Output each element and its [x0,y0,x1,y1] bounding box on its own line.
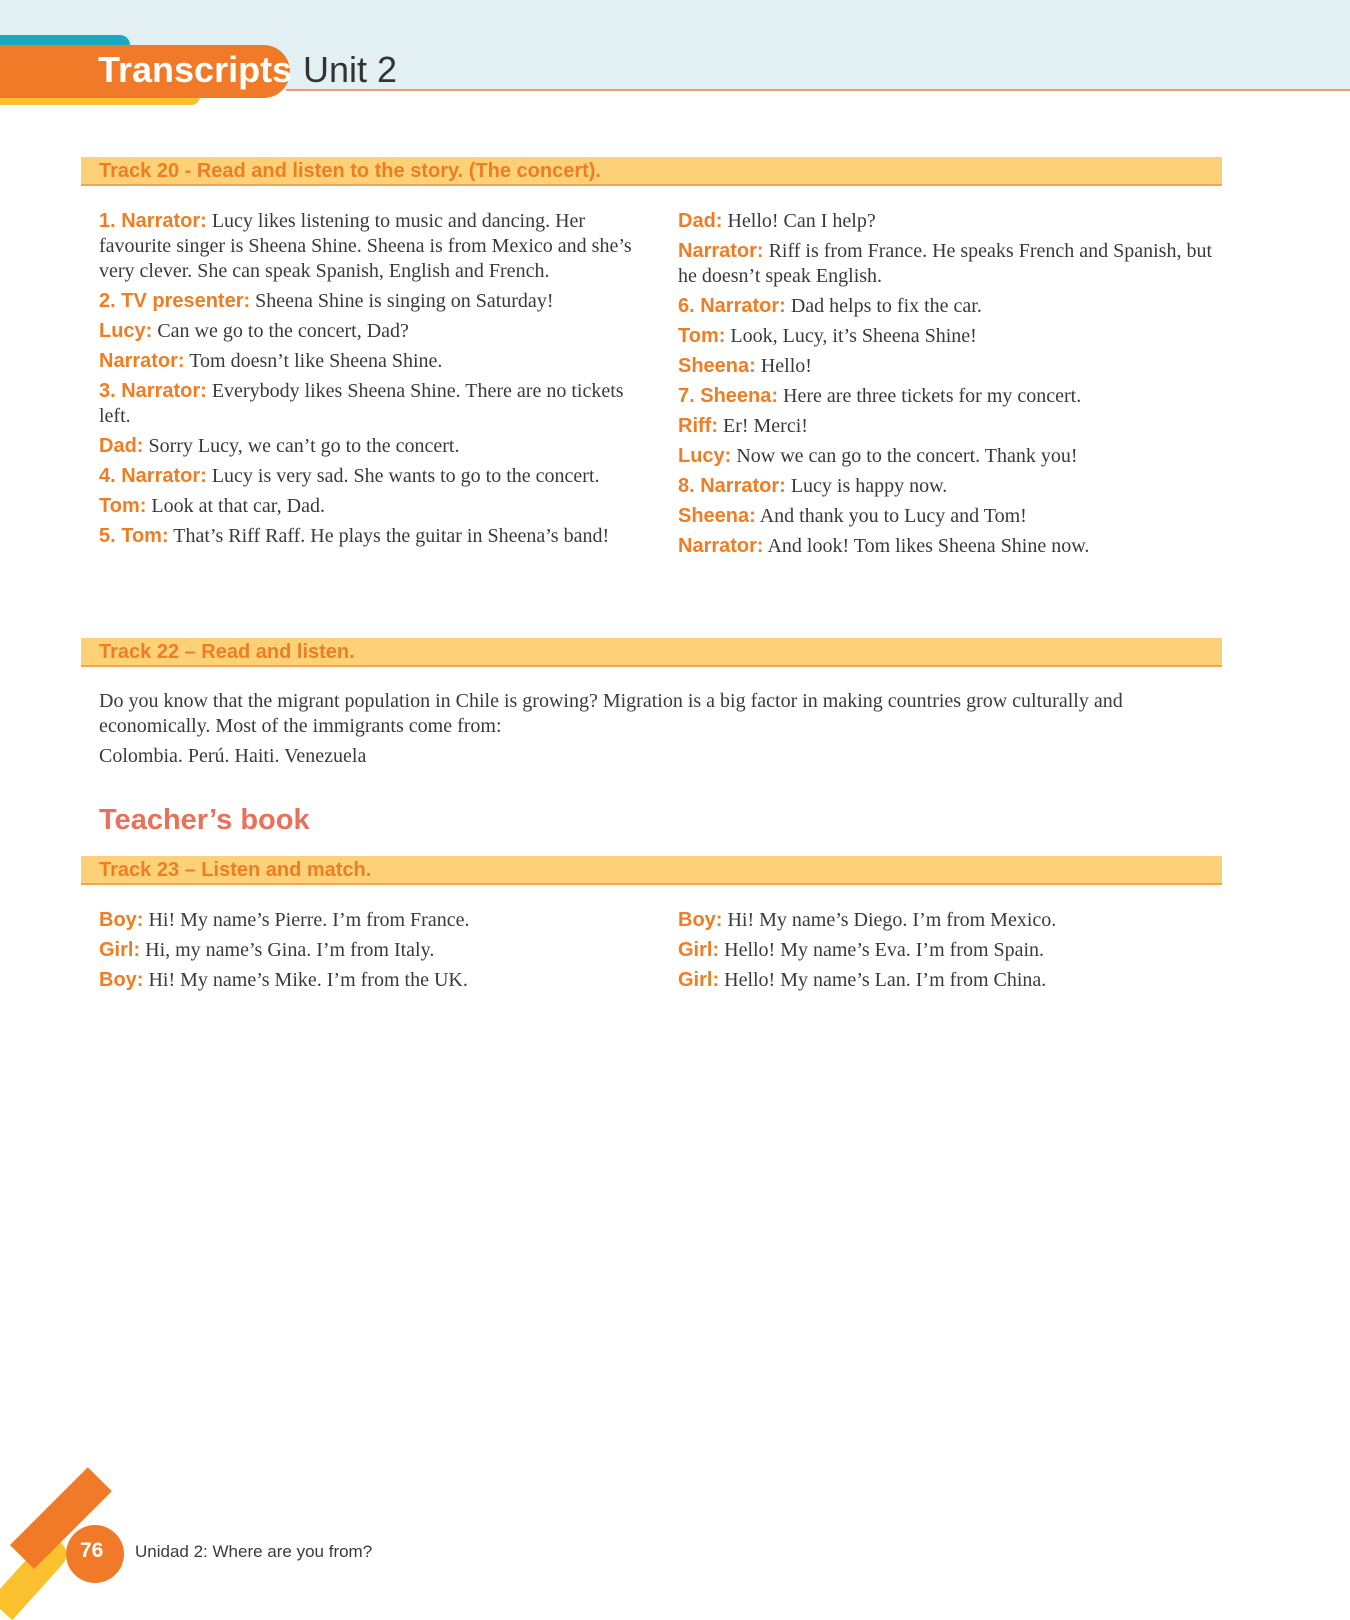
header-divider [286,89,1350,91]
dialogue-text: Lucy is happy now. [790,475,948,497]
speaker-label: Riff: [678,415,718,437]
speaker-label: Dad: [99,435,144,457]
dialogue-text: And look! Tom likes Sheena Shine now. [767,535,1090,557]
dialogue-line [678,444,1223,469]
teachers-book-heading: Teacher’s book [99,804,310,836]
speaker-label: Dad: [678,210,723,232]
footer-unit-title: Unidad 2: Where are you from? [135,1542,373,1561]
dialogue-line [99,968,644,993]
dialogue-text: Hi! My name’s Mike. I’m from the UK. [148,969,468,991]
dialogue-line [678,968,1223,993]
speaker-label: 1. Narrator: [99,210,207,232]
page-title: Transcripts [98,49,293,90]
track-20-title: Track 20 - Read and listen to the story. (The concert). [99,160,601,182]
dialogue-text: Hi! My name’s Pierre. I’m from France. [148,909,470,931]
dialogue-line [678,534,1223,559]
dialogue-text: And thank you to Lucy and Tom! [759,505,1027,527]
track-23-title: Track 23 – Listen and match. [99,859,372,881]
track-23-left-column [99,908,644,998]
dialogue-text: That’s Riff Raff. He plays the guitar in Sheena’s band! [173,525,610,547]
dialogue-text: Sorry Lucy, we can’t go to the concert. [148,435,460,457]
speaker-label: Girl: [678,939,720,961]
dialogue-line [99,289,644,314]
dialogue-text: Tom doesn’t like Sheena Shine. [189,350,443,372]
speaker-label: Lucy: [99,320,153,342]
dialogue-line [678,239,1223,289]
dialogue-text: Here are three tickets for my concert. [783,385,1082,407]
dialogue-line [678,474,1223,499]
dialogue-line [99,379,644,429]
speaker-label: Tom: [678,325,726,347]
speaker-label: Narrator: [678,240,764,262]
track-20-left-column [99,209,644,554]
speaker-label: 6. Narrator: [678,295,786,317]
unit-label: Unit 2 [303,49,398,90]
dialogue-text: Can we go to the concert, Dad? [157,320,409,342]
dialogue-line [99,464,644,489]
dialogue-text: Look at that car, Dad. [151,495,325,517]
track-23-header [81,856,1222,885]
dialogue-line [99,434,644,459]
dialogue-text: Now we can go to the concert. Thank you! [736,445,1078,467]
dialogue-text: Hello! My name’s Lan. I’m from China. [724,969,1047,991]
dialogue-text: Sheena Shine is singing on Saturday! [255,290,554,312]
speaker-label: Girl: [678,969,720,991]
dialogue-text: Riff is from France. He speaks French and Spanish, but he doesn’t speak English. [678,240,1213,287]
track-20-right-column [678,209,1223,564]
track-22-paragraph: Do you know that the migrant population in Chile is growing? Migration is a big factor in making countries grow culturally and economically. Most of the immigrants come from: [99,690,1123,737]
dialogue-line [99,494,644,519]
dialogue-line [99,524,644,549]
page-number: 76 [80,1539,104,1562]
dialogue-text: Hello! My name’s Eva. I’m from Spain. [724,939,1045,961]
dialogue-text: Look, Lucy, it’s Sheena Shine! [730,325,977,347]
dialogue-line [99,908,644,933]
speaker-label: 2. TV presenter: [99,290,251,312]
dialogue-line [678,354,1223,379]
track-22-title: Track 22 – Read and listen. [99,641,355,663]
track-22-header [81,638,1222,667]
dialogue-line [678,908,1223,933]
speaker-label: Girl: [99,939,141,961]
speaker-label: 4. Narrator: [99,465,207,487]
dialogue-line [678,209,1223,234]
track-22-body [99,689,1209,774]
speaker-label: Narrator: [99,350,185,372]
dialogue-line [678,938,1223,963]
track-22-country-list: Colombia. Perú. Haiti. Venezuela [99,745,367,767]
speaker-label: Tom: [99,495,147,517]
dialogue-text: Lucy likes listening to music and dancing. Her favourite singer is Sheena Shine. Sheena is from Mexico and she’s very clever. She can speak Spanish, English and French. [99,210,632,282]
speaker-label: Lucy: [678,445,732,467]
track-23-right-column [678,908,1223,998]
dialogue-text: Er! Merci! [722,415,808,437]
dialogue-line [678,414,1223,439]
speaker-label: Boy: [99,909,144,931]
speaker-label: 8. Narrator: [678,475,786,497]
dialogue-line [678,504,1223,529]
speaker-label: 7. Sheena: [678,385,779,407]
speaker-label: Sheena: [678,355,756,377]
dialogue-text: Hi, my name’s Gina. I’m from Italy. [145,939,435,961]
dialogue-line [99,209,644,284]
dialogue-text: Dad helps to fix the car. [790,295,982,317]
dialogue-text: Hello! Can I help? [727,210,876,232]
speaker-label: 3. Narrator: [99,380,207,402]
dialogue-line [99,349,644,374]
dialogue-text: Hi! My name’s Diego. I’m from Mexico. [727,909,1057,931]
dialogue-line [99,938,644,963]
dialogue-line [678,324,1223,349]
track-20-header [81,157,1222,186]
dialogue-text: Lucy is very sad. She wants to go to the concert. [211,465,600,487]
speaker-label: Narrator: [678,535,764,557]
dialogue-text: Everybody likes Sheena Shine. There are no tickets left. [99,380,624,427]
speaker-label: Sheena: [678,505,756,527]
dialogue-line [678,294,1223,319]
speaker-label: 5. Tom: [99,525,169,547]
speaker-label: Boy: [99,969,144,991]
dialogue-line [99,319,644,344]
speaker-label: Boy: [678,909,723,931]
dialogue-line [678,384,1223,409]
dialogue-text: Hello! [760,355,812,377]
